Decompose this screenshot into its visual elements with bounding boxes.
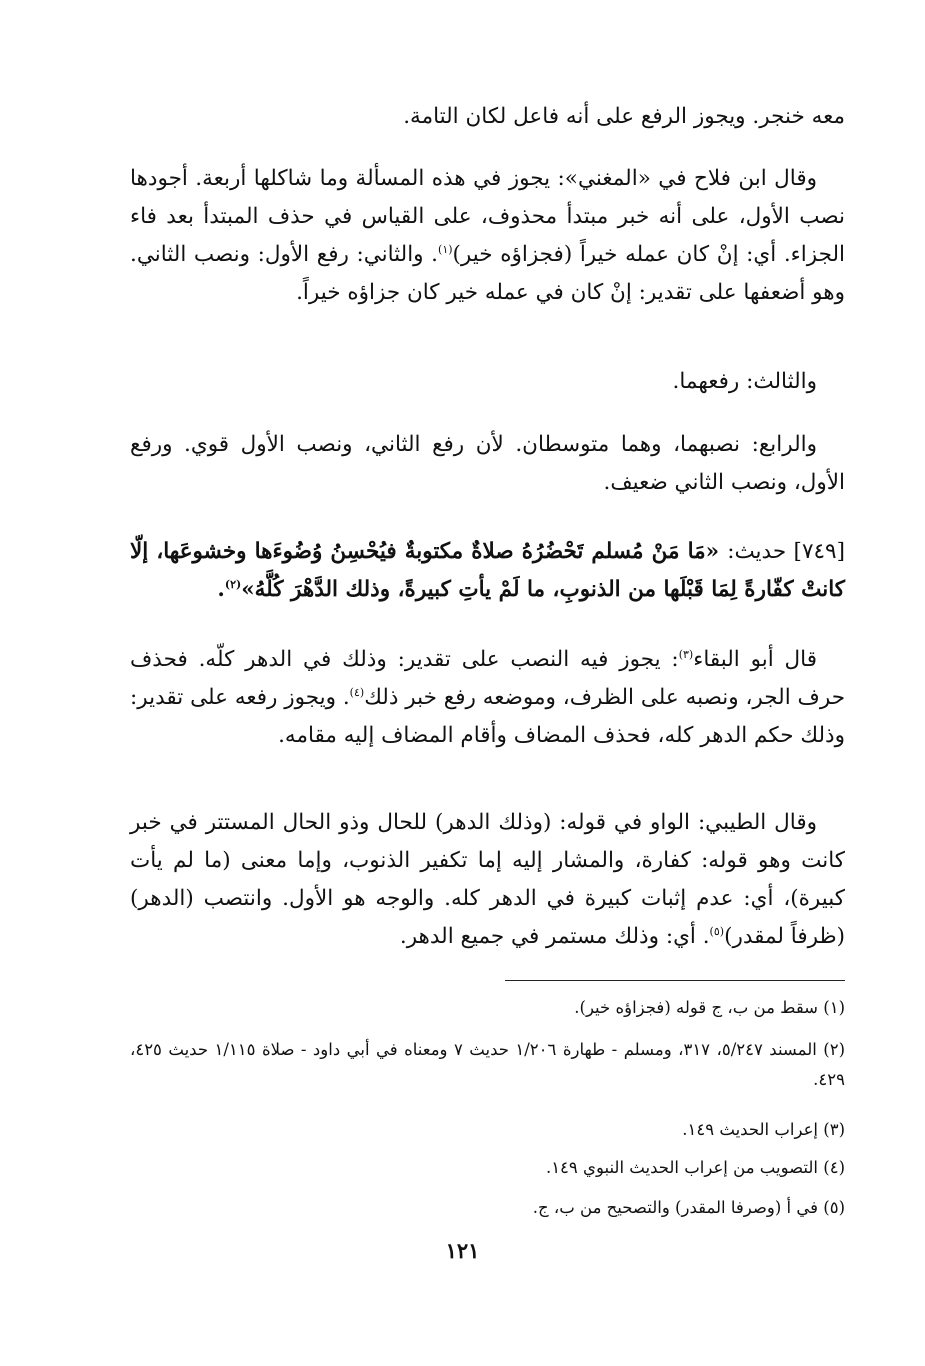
paragraph-abu-al-baqa: قال أبو البقاء$^{(٣)}$: يجوز فيه النصب على تقدير: وذلك في الدهر كلّه. فحذف حرف الجر، ونصبه على الظرف، وموضعه رفع خبر ذلك$^{(٤)}$. ويجوز رفعه على تقدير: وذلك حكم الدهر كله، فحذف المضاف وأقام المضاف إليه مقامه. [130, 647, 845, 748]
paragraph-third: والثالث: رفعهما. [672, 369, 817, 394]
footnote-1: (١) سقط من ب، ج قوله (فجزاؤه خير). [574, 998, 845, 1017]
paragraph-ibn-falah: وقال ابن فلاح في «المغني»: يجوز في هذه المسألة وما شاكلها أربعة. أجودها نصب الأول، على أنه خبر مبتدأ محذوف، على القياس في حذف المبتدأ بعد فاء الجزاء. أي: إنْ كان عمله خيراً (فجزاؤه خير)$^{(١)}$. والثاني: رفع الأول: ونصب الثاني. وهو أضعفها على تقدير: إنْ كان في عمله خير كان جزاؤه خيراً. [130, 166, 846, 305]
footnote-3: (٣) إعراب الحديث ١٤٩. [682, 1120, 845, 1139]
footnote-4: (٤) التصويب من إعراب الحديث النبوي ١٤٩. [545, 1158, 845, 1177]
hadith-749 [130, 533, 845, 609]
page-number: ١٢١ [445, 1238, 480, 1263]
paragraph-fourth: والرابع: نصبهما، وهما متوسطان. لأن رفع الثاني، ونصب الأول قوي. ورفع الأول، ونصب الثاني ضعيف. [130, 432, 845, 495]
hadith-number-label: [٧٤٩] حديث: [727, 539, 845, 564]
paragraph-al-tibi: وقال الطيبي: الواو في قوله: (وذلك الدهر) للحال وذو الحال المستتر في خبر كانت وهو قوله: كفارة، والمشار إليه إما تكفير الذنوب، وإما معنى (ما لم يأت كبيرة)، أي: عدم إثبات كبيرة في الدهر كله. والوجه هو الأول. وانتصب (الدهر) (ظرفاً لمقدر)$^{(٥)}$. أي: وذلك مستمر في جميع الدهر. [130, 810, 845, 949]
footnote-5: (٥) في أ (وصرفا المقدر) والتصحيح من ب، ج. [532, 1198, 845, 1217]
footnote-divider [505, 980, 845, 981]
footnote-2: (٢) المسند ٥/٢٤٧، ٣١٧، ومسلم - طهارة ١/٢٠٦ حديث ٧ ومعناه في أبي داود - صلاة ١/١١٥ حديث ٤٢٥، ٤٢٩. [130, 1040, 845, 1089]
hadith-text: «مَا مَنْ مُسلم تَحْضُرُهُ صلاةٌ مكتوبةٌ فيُحْسِنُ وُضُوءَها وخشوعَها، إلّا كانتْ كفّارةً لِمَا قَبْلَها من الذنوبِ، ما لَمْ يأتِ كبيرةً، وذلك الدَّهْرَ كُلَّهُ»$^{(٢)}$. [130, 539, 845, 602]
paragraph-continuation: معه خنجر. ويجوز الرفع على أنه فاعل لكان التامة. [403, 104, 845, 129]
